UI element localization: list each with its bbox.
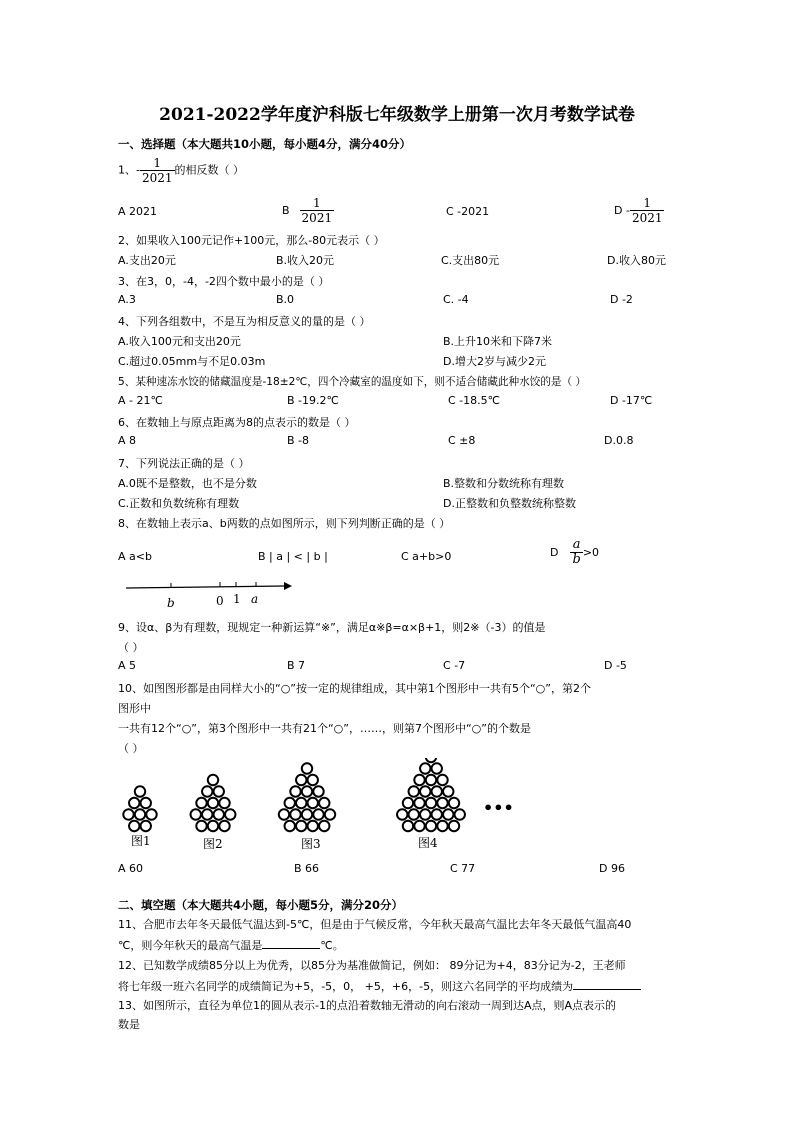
figure-2-circle [196, 821, 206, 831]
figure-4-circle [432, 786, 442, 796]
figure-4-circle [449, 798, 459, 808]
question-1-stem [118, 156, 244, 185]
figure-4-circle [426, 758, 436, 762]
figure-2-circle [202, 786, 212, 796]
question-5-stem: 5、某种速冻水饺的储藏温度是-18±2℃，四个冷藏室的温度如下，则不适合储藏此种水饺的是（ ） [118, 376, 587, 388]
q1-fraction [140, 156, 175, 185]
q8-d-numerator: a [570, 538, 582, 553]
page-title: 2021-2022学年度沪科版七年级数学上册第一次月考数学试卷 [159, 105, 635, 125]
figure-4-circle [409, 786, 419, 796]
figure-4-circle [414, 821, 424, 831]
q8-option-b: B | a | < | b | [258, 550, 328, 563]
figure-3-circle [302, 786, 312, 796]
q2-option-d: D.收入80元 [607, 254, 666, 267]
q2-option-c: C.支出80元 [441, 254, 500, 267]
figure-2-circle [208, 821, 218, 831]
figure-4-circle [420, 809, 430, 819]
figure-3-circle [296, 821, 306, 831]
q1-prefix: 1、- [118, 163, 140, 177]
figure-1-circle [129, 821, 139, 831]
q9-option-a: A 5 [118, 659, 137, 672]
question-12-line-1: 12、已知数学成绩85分以上为优秀，以85分为基准做简记，例如： 89分记为+4，83分记为-2，王老师 [118, 959, 626, 972]
label-0: 0 [216, 594, 224, 608]
q11-answer-blank [262, 936, 320, 949]
question-4-stem: 4、下列各组数中，不是互为相反意义的量的是（ ） [118, 315, 371, 328]
q8-option-d-fraction [570, 538, 582, 567]
q12-answer-blank [573, 977, 641, 990]
q3-option-b: B.0 [276, 293, 295, 306]
q10-option-d: D 96 [599, 862, 625, 875]
q8-option-d-label: D [550, 546, 559, 559]
figure-2-circle [225, 809, 235, 819]
q1-fraction-numerator: 1 [140, 156, 175, 171]
number-line-axis [126, 586, 284, 588]
figure-4-circle [414, 775, 424, 785]
figure-4-circle [426, 775, 436, 785]
figure-3-circle [308, 821, 318, 831]
q6-option-c: C ±8 [448, 434, 476, 447]
q8-number-line-figure [118, 578, 298, 612]
question-11-line-1: 11、合肥市去年冬天最低气温达到-5℃，但是由于气候反常，今年秋天最高气温比去年冬天最低气温高40 [118, 918, 632, 931]
q5-option-d: D -17℃ [610, 394, 653, 407]
figure-4-circle [426, 821, 436, 831]
q7-option-c: C.正数和负数统称有理数 [118, 497, 240, 510]
figure-3-circle [285, 821, 295, 831]
q1-option-a: A 2021 [118, 205, 158, 218]
section-heading-fill-in: 二、填空题（本大题共4小题，每小题5分，满分20分） [118, 898, 404, 912]
q7-option-d: D.正整数和负整数统称整数 [443, 497, 576, 510]
q1-b-denominator: 2021 [301, 211, 333, 225]
q1-fraction-denominator: 2021 [141, 171, 173, 185]
question-13-line-1: 13、如图所示，直径为单位1的圆从表示-1的点沿着数轴无滑动的向右滚动一周到达A点，则A点表示的 [118, 999, 617, 1012]
figure-3-circle [325, 809, 335, 819]
figure-1-circle [141, 821, 151, 831]
q1-option-d-label: D - [614, 204, 630, 217]
section-heading-choice: 一、选择题（本大题共10小题，每小题4分，满分40分） [118, 137, 412, 151]
q10-answer-paren: （ ） [118, 742, 144, 755]
q11-line-2-unit: ℃。 [320, 939, 344, 952]
figure-4-circle [397, 809, 407, 819]
question-9-stem: 9、设α、β为有理数，现规定一种新运算“※”，满足α※β=α×β+1，则2※（-3）的值是 [118, 621, 546, 634]
q3-option-d: D -2 [610, 293, 633, 306]
figure-3-circle [290, 809, 300, 819]
label-1: 1 [233, 592, 241, 606]
figure-4-circle [420, 763, 430, 773]
q10-circle-pattern-figure [118, 758, 528, 856]
q1-b-numerator: 1 [300, 196, 335, 211]
figure-4-circle [432, 763, 442, 773]
q1-d-denominator: 2021 [631, 211, 663, 225]
question-10-line-1: 10、如图图形都是由同样大小的“○”按一定的规律组成，其中第1个图形中一共有5个“○”，第2个 [118, 682, 591, 695]
figure-4-circle [403, 798, 413, 808]
figure-1-circle [123, 809, 133, 819]
figure-3-circle [313, 786, 323, 796]
q12-line-2-text: 将七年级一班六名同学的成绩简记为+5，-5，0， +5，+6，-5，则这六名同学的平均成绩为 [118, 980, 574, 993]
q10-option-a: A 60 [118, 862, 144, 875]
figure-4-circle [403, 821, 413, 831]
figure-2-circle [208, 798, 218, 808]
q1-suffix: 的相反数（ ） [174, 163, 245, 177]
q2-option-a: A.支出20元 [118, 254, 176, 267]
q9-option-c: C -7 [443, 659, 466, 672]
figure-1-circle [141, 798, 151, 808]
figure-4-circle [420, 786, 430, 796]
q5-option-a: A - 21℃ [118, 394, 163, 407]
q8-option-c: C a+b>0 [401, 550, 452, 563]
figure-3-circle [313, 809, 323, 819]
figure-1-circle [146, 809, 156, 819]
question-11-line-2 [118, 936, 344, 953]
figure-2-label: 图2 [203, 837, 223, 851]
figure-3-circle [296, 798, 306, 808]
figure-3-circle [319, 798, 329, 808]
figure-3-circle [319, 821, 329, 831]
q6-option-a: A 8 [118, 434, 137, 447]
question-3-stem: 3、在3，0，-4，-2四个数中最小的是（ ） [118, 275, 330, 288]
figure-4-circle [437, 775, 447, 785]
figure-1-circle [135, 786, 145, 796]
q11-line-2-text: ℃，则今年秋天的最高气温是 [118, 939, 263, 952]
question-6-stem: 6、在数轴上与原点距离为8的点表示的数是（ ） [118, 416, 356, 429]
q7-option-b: B.整数和分数统称有理数 [443, 477, 565, 490]
q4-option-c: C.超过0.05mm与不足0.03m [118, 355, 266, 368]
figure-1-label: 图1 [131, 834, 151, 848]
q1-option-b [282, 196, 334, 225]
q8-option-a: A a<b [118, 550, 152, 563]
q1-option-c: C -2021 [446, 205, 490, 218]
question-8-stem: 8、在数轴上表示a、b两数的点如图所示，则下列判断正确的是（ ） [118, 517, 451, 530]
figure-4-circle [409, 809, 419, 819]
question-13-line-2: 数是 [118, 1018, 140, 1031]
circle-pattern-group [123, 758, 465, 831]
q1-option-b-label: B [282, 204, 290, 217]
q9-option-d: D -5 [604, 659, 627, 672]
q5-option-b: B -19.2℃ [287, 394, 339, 407]
ellipsis-dots: ••• [483, 798, 514, 817]
figure-4-label: 图4 [418, 836, 438, 850]
figure-2-circle [196, 798, 206, 808]
figure-3-circle [296, 775, 306, 785]
figure-4-circle [443, 786, 453, 796]
label-a: a [251, 592, 259, 606]
figure-4-circle [455, 809, 465, 819]
figure-3-circle [302, 809, 312, 819]
q1-d-numerator: 1 [630, 196, 665, 211]
question-2-stem: 2、如果收入100元记作+100元，那么-80元表示（ ） [118, 234, 385, 247]
label-b: b [167, 596, 175, 610]
figure-3-label: 图3 [301, 837, 321, 851]
figure-4-circle [437, 798, 447, 808]
q4-option-b: B.上升10米和下降7米 [443, 335, 553, 348]
q1-option-d [614, 196, 664, 225]
figure-2-circle [191, 809, 201, 819]
question-12-line-2 [118, 977, 641, 994]
q10-option-b: B 66 [294, 862, 320, 875]
q2-option-b: B.收入20元 [276, 254, 335, 267]
figure-2-circle [214, 786, 224, 796]
q9-option-b: B 7 [287, 659, 306, 672]
figure-3-circle [285, 798, 295, 808]
question-10-line-2: 图形中 [118, 702, 151, 715]
figure-3-circle [302, 763, 312, 773]
figure-3-circle [308, 775, 318, 785]
figure-3-circle [279, 809, 289, 819]
q5-option-c: C -18.5℃ [448, 394, 500, 407]
q7-option-a: A.0既不是整数，也不是分数 [118, 477, 257, 490]
q6-option-d: D.0.8 [604, 434, 634, 447]
figure-4-circle [414, 798, 424, 808]
figure-2-circle [214, 809, 224, 819]
figure-2-circle [219, 798, 229, 808]
q3-option-c: C. -4 [443, 293, 469, 306]
q1-option-b-fraction [300, 196, 335, 225]
figure-2-circle [219, 821, 229, 831]
figure-4-circle [449, 821, 459, 831]
question-7-stem: 7、下列说法正确的是（ ） [118, 457, 250, 470]
q10-option-c: C 77 [450, 862, 476, 875]
figure-2-circle [202, 809, 212, 819]
q6-option-b: B -8 [287, 434, 310, 447]
figure-3-circle [290, 786, 300, 796]
q8-d-denominator: b [572, 552, 581, 567]
figure-1-circle [129, 798, 139, 808]
q1-option-d-fraction [630, 196, 665, 225]
q8-option-d [550, 538, 599, 567]
q3-option-a: A.3 [118, 293, 136, 306]
q8-option-d-suffix: >0 [582, 546, 600, 559]
q4-option-d: D.增大2岁与减少2元 [443, 355, 546, 368]
figure-4-circle [443, 809, 453, 819]
figure-2-circle [208, 775, 218, 785]
figure-1-circle [135, 809, 145, 819]
q9-answer-paren: （ ） [118, 641, 144, 654]
figure-4-circle [426, 798, 436, 808]
question-10-line-3: 一共有12个“○”，第3个图形中一共有21个“○”，……，则第7个图形中“○”的个数是 [118, 722, 531, 735]
number-line-arrow [284, 582, 292, 590]
figure-4-circle [432, 809, 442, 819]
figure-3-circle [308, 798, 318, 808]
q4-option-a: A.收入100元和支出20元 [118, 335, 241, 348]
figure-4-circle [437, 821, 447, 831]
